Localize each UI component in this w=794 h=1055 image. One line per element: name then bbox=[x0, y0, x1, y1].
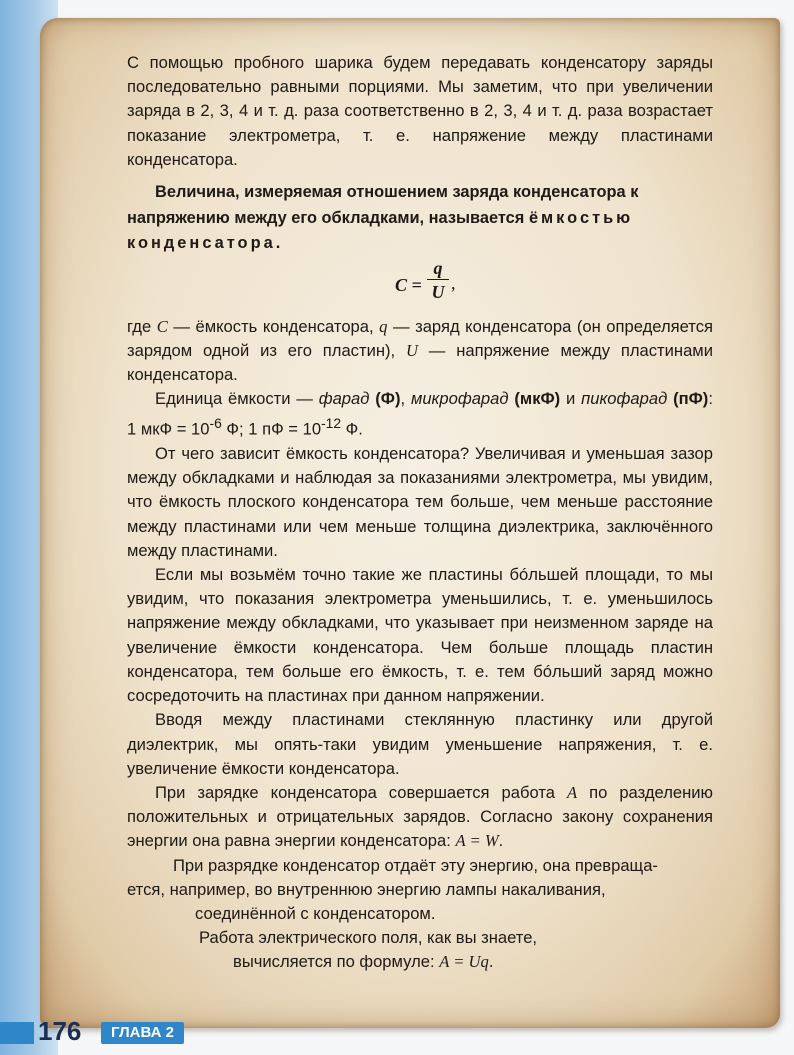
p3-text-e: Ф; 1 пФ = 10 bbox=[221, 419, 322, 439]
p7-text-c: . bbox=[498, 831, 504, 851]
p8-line-1: При разрядке конденсатор отдаёт эту энергию, она превраща- bbox=[173, 855, 658, 875]
definition bbox=[127, 180, 713, 257]
definition-lead: Величина, измеряемая отношением заряда конденсатора к напряжению между его обкладками, называется bbox=[127, 183, 639, 227]
footer-stripe bbox=[0, 1022, 34, 1044]
paragraph-9 bbox=[127, 926, 713, 974]
paragraph-3-units bbox=[127, 387, 713, 442]
p8-line-3: соединённой с конденсатором. bbox=[195, 903, 436, 923]
unit-farad: фарад bbox=[318, 389, 370, 409]
p3-text-b: , bbox=[400, 389, 411, 409]
p2-text-a: где bbox=[127, 316, 157, 336]
p3-text-f: Ф. bbox=[341, 419, 363, 439]
p8-line-2: ется, например, во внутреннюю энергию лампы накаливания, bbox=[127, 879, 606, 899]
p2-var-q: q bbox=[379, 316, 388, 336]
p9-line-1: Работа электрического поля, как вы знаете, bbox=[199, 928, 538, 948]
paragraph-8 bbox=[127, 854, 713, 927]
p7-text-a: При зарядке конденсатора совершается работа bbox=[155, 782, 567, 802]
formula-denominator: U bbox=[431, 281, 445, 302]
page-number: 176 bbox=[38, 1016, 82, 1046]
unit-picofarad-symbol: (пФ) bbox=[673, 389, 709, 409]
p3-text-c: и bbox=[560, 389, 582, 409]
p3-exponent-2: -12 bbox=[321, 415, 342, 432]
p9-equation: A = Uq bbox=[439, 952, 489, 972]
unit-farad-symbol: (Ф) bbox=[375, 389, 401, 409]
paragraph-1: С помощью пробного шарика будем передавать конденсатору заряды последовательно равными порциями. Мы заметим, что при увеличении заряда в 2, 3, 4 и т. д. раза соответственно в 2, 3, 4 и т. д. раза возрастает показание электрометра, т. е. напряжение между пластинами конденсатора. bbox=[127, 53, 713, 169]
p2-var-u: U bbox=[405, 340, 418, 360]
page-text bbox=[127, 51, 713, 975]
definition-end: . bbox=[275, 234, 281, 253]
unit-microfarad-symbol: (мкФ) bbox=[514, 389, 561, 409]
unit-microfarad: микрофарад bbox=[410, 389, 509, 409]
paragraph-6: Вводя между пластинами стеклянную пластинку или другой диэлектрик, мы опять-таки увидим уменьшение напряжения, т. е. увеличение ёмкости конденсатора. bbox=[127, 710, 713, 778]
definition-term: ёмкостью конденсатора bbox=[127, 208, 634, 253]
p9-text-b: . bbox=[488, 952, 494, 972]
paragraph-7 bbox=[127, 781, 713, 854]
unit-picofarad: пикофарад bbox=[581, 389, 668, 409]
formula-comma: , bbox=[451, 272, 456, 293]
paragraph-2 bbox=[127, 315, 713, 388]
p3-text-a: Единица ёмкости — bbox=[155, 389, 319, 409]
p3-text-d: : 1 мкФ = 10 bbox=[127, 389, 713, 439]
formula-fraction bbox=[427, 257, 449, 304]
paragraph-4: От чего зависит ёмкость конденсатора? Увеличивая и уменьшая зазор между обкладками и наблюдая за показаниями электрометра, мы увидим, что ёмкость плоского конденсатора тем больше, чем меньше расстояние между пластинами или чем меньше толщина диэлектрика, заключённого между пластинами. bbox=[127, 444, 713, 560]
p2-var-c: C bbox=[156, 316, 168, 336]
p2-text-b: — ёмкость конденсатора, bbox=[167, 316, 380, 336]
chapter-label: ГЛАВА 2 bbox=[101, 1022, 184, 1044]
capacitance-formula bbox=[127, 259, 713, 311]
p2-text-c: — заряд конденсатора (он определяется зарядом одной из его пластин), bbox=[127, 316, 714, 360]
p7-text-b: по разделению положительных и отрицательных зарядов. Согласно закону сохранения энергии она равна энергии конденсатора: bbox=[127, 782, 713, 851]
p2-text-d: — напряжение между пластинами конденсатора. bbox=[127, 340, 713, 384]
p9-line-2 bbox=[127, 950, 713, 974]
p7-var-a: A bbox=[566, 782, 578, 802]
p3-exponent-1: -6 bbox=[209, 415, 222, 432]
paragraph-5: Если мы возьмём точно такие же пластины бóльшей площади, то мы увидим, что показания электрометра уменьшились, т. е. уменьшилось напряжение между обкладками, что указывает при неизменном заряде на увеличение ёмкости конденсатора. Чем больше площадь пластин конденсатора, тем больше его ёмкость, т. е. тем бóльший заряд можно сосредоточить на пластинах при данном напряжении. bbox=[127, 565, 713, 706]
p9-text-a: вычисляется по формуле: bbox=[233, 952, 440, 972]
p7-equation: A = W bbox=[455, 831, 499, 851]
formula-lhs: C = bbox=[395, 274, 422, 295]
formula-numerator: q bbox=[427, 257, 449, 280]
